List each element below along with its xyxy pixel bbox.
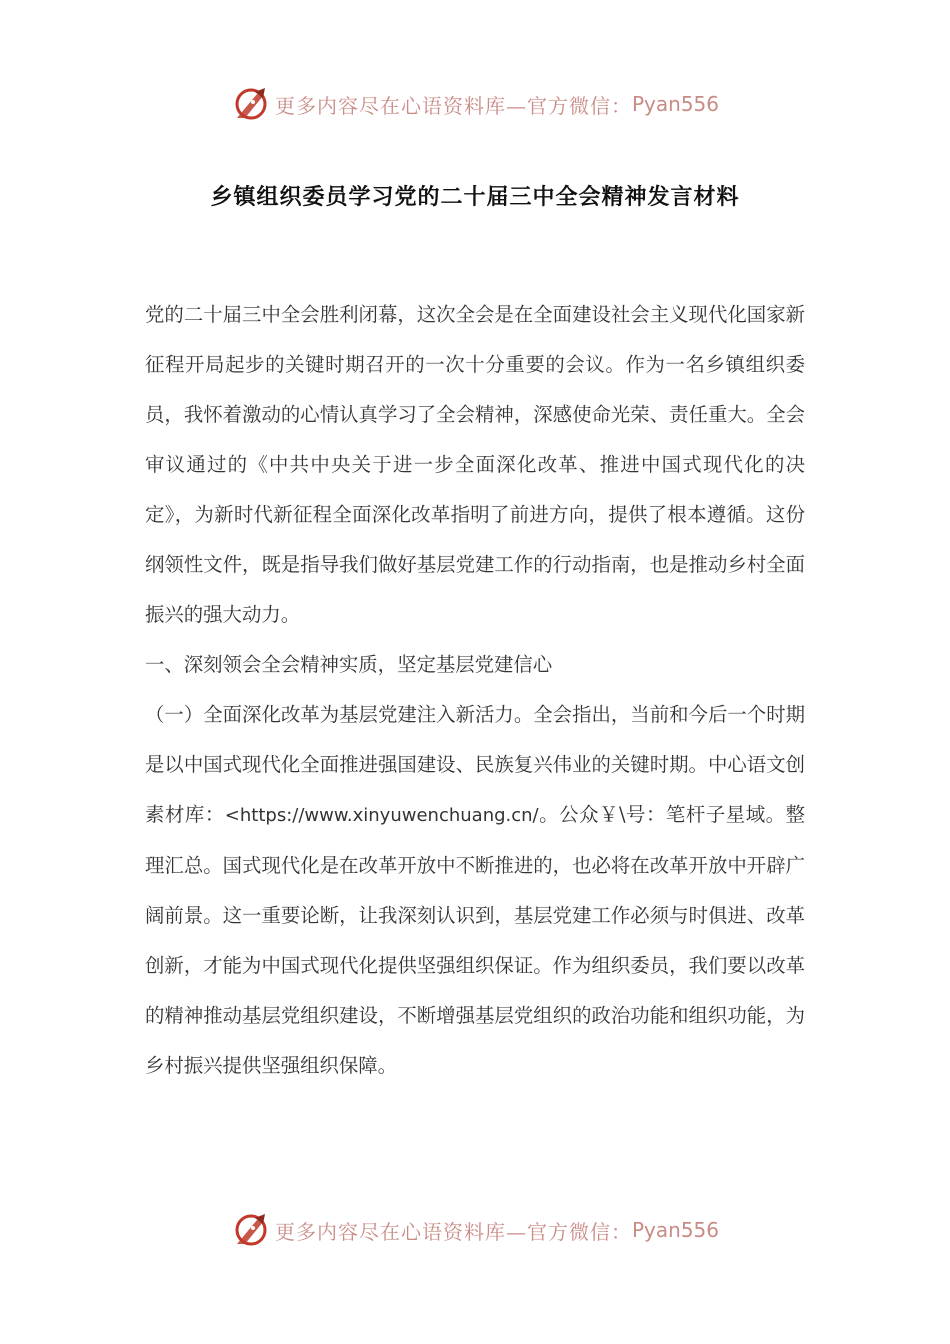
paragraph-1-1 [145, 690, 805, 1091]
document-title: 乡镇组织委员学习党的二十届三中全会精神发言材料 [210, 185, 740, 210]
watermark-banner-bottom [0, 1208, 950, 1252]
wechat-id: Pyan556 [631, 92, 719, 116]
paragraph-1-1-part1: （一）全面深化改革为基层党建注入新活力。全会指出，当前和今后一个时期是以中国式现代化全面推进强国建设、民族复兴伟业的关键时期。中心语文创素材库： [145, 703, 805, 826]
wechat-id: Pyan556 [631, 1218, 719, 1242]
watermark-text: 更多内容尽在心语资料库—官方微信： [274, 1219, 632, 1244]
watermark-text: 更多内容尽在心语资料库—官方微信： [274, 93, 632, 118]
paragraph-1-1-part2: 。公众￥\号：笔杆子星域。整理汇总。国式现代化是在改革开放中不断推进的，也必将在改革开放中开辟广阔前景。这一重要论断，让我深刻认识到，基层党建工作必须与时俱进、改革创新，才能为中国式现代化提供坚强组织保证。作为组织委员，我们要以改革的精神推动基层党组织建设，不断增强基层党组织的政治功能和组织功能，为乡村振兴提供坚强组织保障。 [145, 803, 805, 1077]
pen-nib-logo-icon [231, 1210, 271, 1250]
paragraph-intro: 党的二十届三中全会胜利闭幕，这次全会是在全面建设社会主义现代化国家新征程开局起步的关键时期召开的一次十分重要的会议。作为一名乡镇组织委员，我怀着激动的心情认真学习了全会精神，深感使命光荣、责任重大。全会审议通过的《中共中央关于进一步全面深化改革、推进中国式现代化的决定》，为新时代新征程全面深化改革指明了前进方向，提供了根本遵循。这份纲领性文件，既是指导我们做好基层党建工作的行动指南，也是推动乡村全面振兴的强大动力。 [145, 303, 805, 626]
pen-nib-logo-icon [231, 84, 271, 124]
watermark-banner-top [0, 82, 950, 126]
source-url-link[interactable]: <https://www.xinyuwenchuang.cn/ [224, 805, 539, 826]
section-heading-1: 一、深刻领会全会精神实质，坚定基层党建信心 [145, 653, 553, 676]
document-body [145, 290, 805, 1091]
